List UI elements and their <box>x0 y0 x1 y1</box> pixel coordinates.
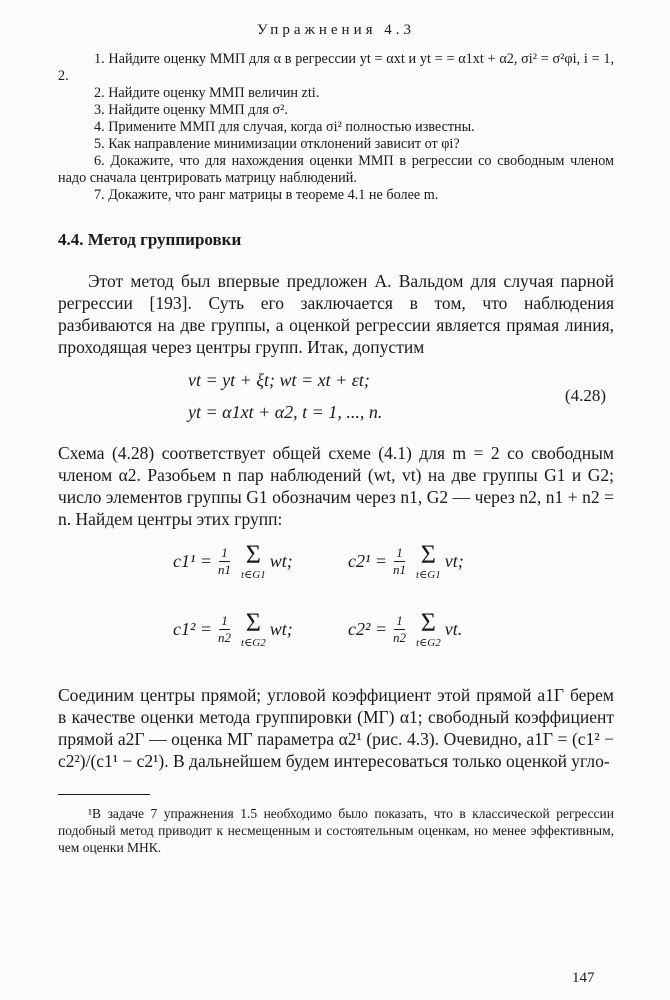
exercise-item: 4. Примените ММП для случая, когда σi² полностью известны. <box>94 119 475 135</box>
center-formula <box>348 542 464 581</box>
center-lhs: c2¹ = <box>348 551 388 571</box>
sum-sign: Σ <box>245 540 261 569</box>
exercise-item: 3. Найдите оценку ММП для σ². <box>94 102 288 118</box>
equation-number: (4.28) <box>564 386 606 405</box>
page-number: 147 <box>572 970 595 986</box>
fraction-numerator: 1 <box>396 545 403 560</box>
sum-index: t∈G1 <box>416 569 441 581</box>
sum-sign: Σ <box>420 540 436 569</box>
fraction-denominator: n1 <box>393 562 407 577</box>
center-lhs: c2² = <box>348 619 388 639</box>
center-term: vt. <box>444 619 463 639</box>
sum-sign: Σ <box>420 608 436 637</box>
center-term: vt; <box>444 551 464 571</box>
center-lhs: c1² = <box>173 619 213 639</box>
exercise-item: 5. Как направление минимизации отклонений зависит от φi? <box>94 136 460 152</box>
footnote-divider <box>58 794 150 795</box>
exercise-item: 1. Найдите оценку ММП для α в регрессии yt = αxt и yt = = α1xt + α2, σi² = σ²φi, i = 1, 2. <box>58 51 614 84</box>
center-term: wt; <box>269 551 293 571</box>
equation-line-2: yt = α1xt + α2, t = 1, ..., n. <box>188 402 383 422</box>
equation-4-28 <box>58 366 614 436</box>
center-term: wt; <box>269 619 293 639</box>
center-formula <box>173 610 293 649</box>
page <box>58 22 614 856</box>
footnote: ¹В задаче 7 упражнения 1.5 необходимо было показать, что в классической регрессии подобный метод приводит к несмещенным и состоятельным оценкам, но менее эффективным, чем оценки МНК. <box>58 806 614 855</box>
exercise-item: 2. Найдите оценку ММП величин zti. <box>94 85 320 101</box>
sum-sign: Σ <box>245 608 261 637</box>
group-centers-formulas <box>58 538 614 674</box>
section-title: 4.4. Метод группировки <box>58 230 242 249</box>
sum-index: t∈G1 <box>241 569 266 581</box>
center-formula <box>173 542 293 581</box>
center-formula <box>348 610 462 649</box>
exercise-item: 6. Докажите, что для нахождения оценки ММП в регрессии со свободным членом надо сначала центрировать матрицу наблюдений. <box>58 153 614 186</box>
equation-line-1: vt = yt + ξt; wt = xt + εt; <box>188 370 370 390</box>
fraction-denominator: n2 <box>393 630 407 645</box>
exercise-list <box>58 51 614 204</box>
sum-index: t∈G2 <box>416 637 441 649</box>
paragraph-intro: Этот метод был впервые предложен А. Вальдом для случая парной регрессии [193]. Суть его заключается в том, что наблюдения разбиваются на две группы, а оценкой регрессии является прямая линия, проходящая через центры групп. Итак, допустим <box>58 271 614 357</box>
exercise-item: 7. Докажите, что ранг матрицы в теореме 4.1 не более m. <box>94 187 439 203</box>
fraction-denominator: n1 <box>218 562 232 577</box>
center-lhs: c1¹ = <box>173 551 213 571</box>
paragraph-grouping-estimate: Соединим центры прямой; угловой коэффициент этой прямой a1Г берем в качестве оценки метода группировки (МГ) α1; свободный коэффициент прямой a2Г — оценка МГ параметра α2¹ (рис. 4.3). Очевидно, a1Г = (c1² − c2²)/(c1¹ − c2¹). В дальнейшем будем интересоваться только оценкой угло- <box>58 685 614 771</box>
fraction-denominator: n2 <box>218 630 232 645</box>
running-head: Упражнения 4.3 <box>257 22 415 38</box>
sum-index: t∈G2 <box>241 637 266 649</box>
fraction-numerator: 1 <box>221 613 228 628</box>
fraction-numerator: 1 <box>221 545 228 560</box>
paragraph-scheme: Схема (4.28) соответствует общей схеме (4.1) для m = 2 со свободным членом α2. Разобьем n пар наблюдений (wt, vt) на две группы G1 и G2; число элементов группы G1 обозначим через n1, G2 — через n2, n1 + n2 = n. Найдем центры этих групп: <box>58 443 614 529</box>
fraction-numerator: 1 <box>396 613 403 628</box>
